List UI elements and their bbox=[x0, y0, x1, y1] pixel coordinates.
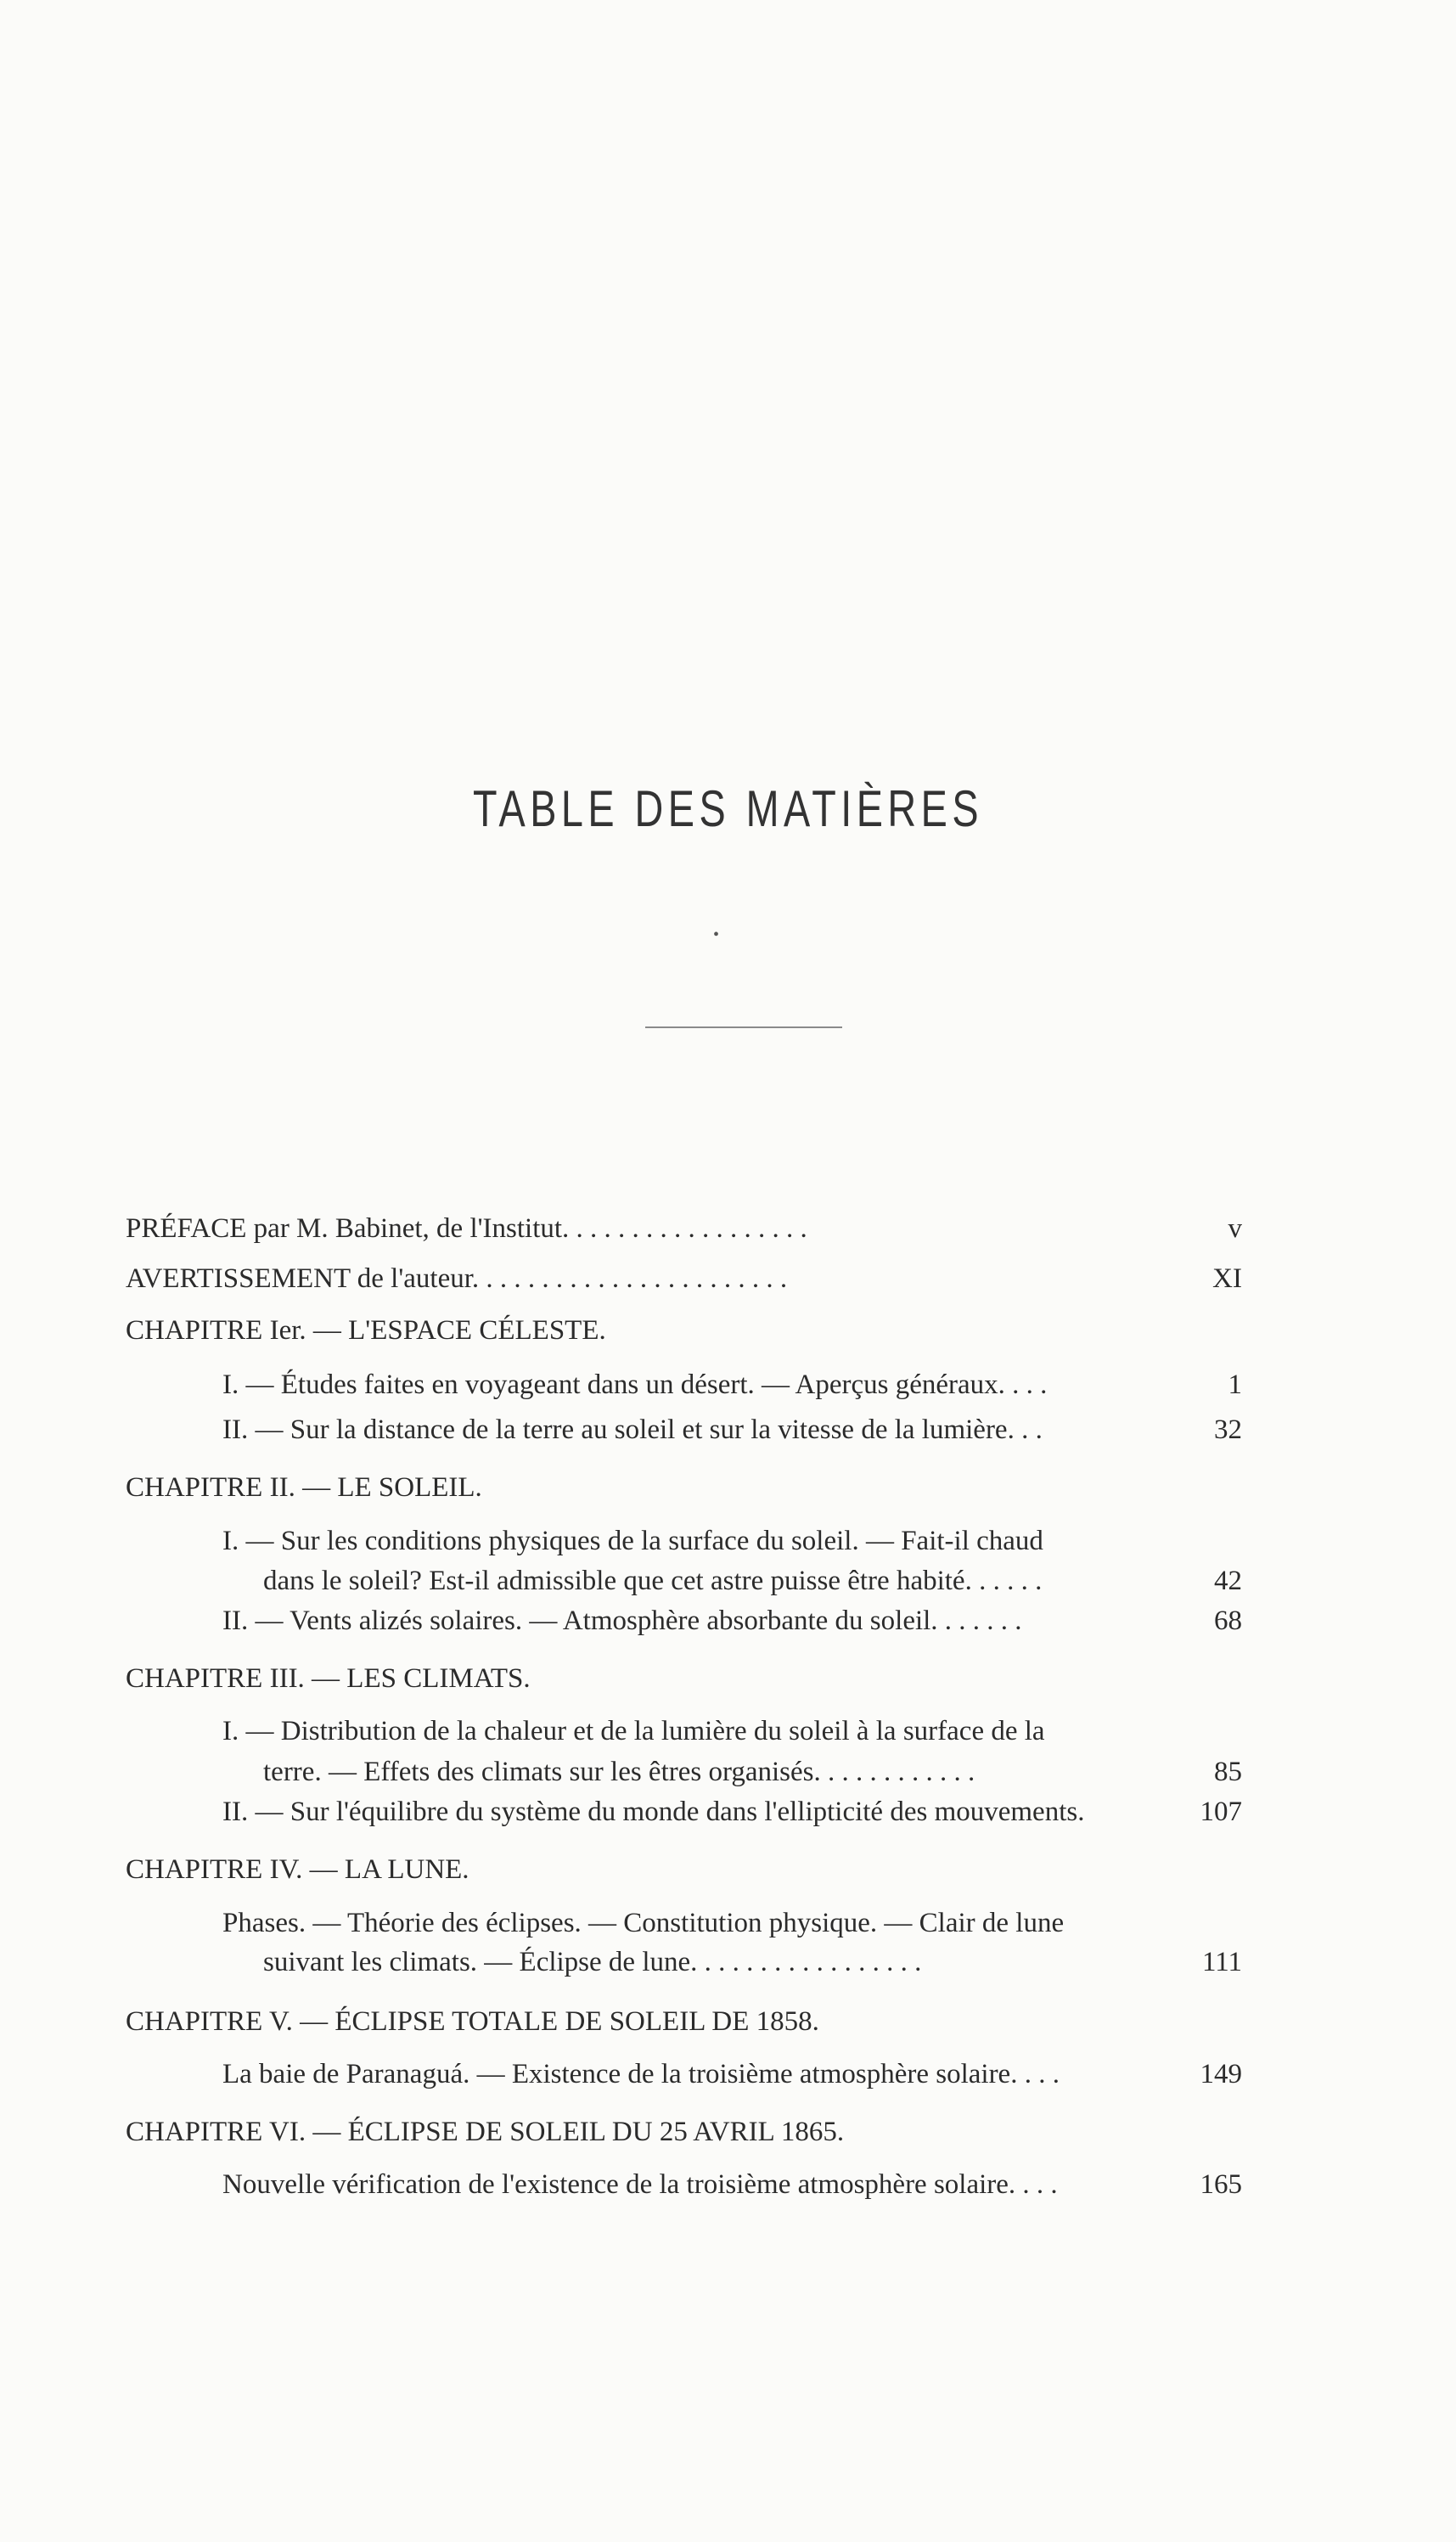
toc-page-number: 107 bbox=[1200, 1797, 1242, 1827]
toc-entry-label: suivant les climats. — Éclipse de lune. . . . . . . . . . . . . . . . . bbox=[263, 1947, 922, 1977]
toc-entry-2-1[interactable] bbox=[0, 1522, 1456, 1560]
toc-entry-label: terre. — Effets des climats sur les êtres organisés. . . . . . . . . . . . bbox=[263, 1757, 975, 1787]
toc-page-number: 42 bbox=[1214, 1566, 1242, 1596]
toc-chapter-heading: CHAPITRE V. — ÉCLIPSE TOTALE DE SOLEIL DE 1858. bbox=[126, 2006, 819, 2037]
toc-entry-label: I. — Distribution de la chaleur et de la lumière du soleil à la surface de la bbox=[222, 1716, 1045, 1746]
toc-chapter-heading: CHAPITRE IV. — LA LUNE. bbox=[126, 1854, 469, 1885]
toc-page-number: 165 bbox=[1200, 2169, 1242, 2200]
toc-page-number: v bbox=[1228, 1213, 1242, 1244]
toc-entry-label: I. — Sur les conditions physiques de la surface du soleil. — Fait-il chaud bbox=[222, 1526, 1043, 1556]
toc-chapter-heading: CHAPITRE III. — LES CLIMATS. bbox=[126, 1663, 531, 1694]
toc-page-number: 68 bbox=[1214, 1606, 1242, 1636]
toc-entry-label: La baie de Paranaguá. — Existence de la troisième atmosphère solaire. . . . bbox=[222, 2059, 1060, 2089]
toc-page-number: 32 bbox=[1214, 1414, 1242, 1445]
toc-page-number: 149 bbox=[1200, 2059, 1242, 2089]
toc-entry-1-2[interactable] bbox=[0, 1411, 1456, 1448]
toc-entry-label: II. — Vents alizés solaires. — Atmosphère absorbante du soleil. . . . . . . bbox=[222, 1606, 1022, 1636]
toc-entry-label: dans le soleil? Est-il admissible que cet astre puisse être habité. . . . . . bbox=[263, 1566, 1043, 1596]
toc-entry-label: Nouvelle vérification de l'existence de la troisième atmosphère solaire. . . . bbox=[222, 2169, 1058, 2200]
toc-chapter-heading: CHAPITRE II. — LE SOLEIL. bbox=[126, 1472, 482, 1503]
toc-page-number: 85 bbox=[1214, 1757, 1242, 1787]
toc-entry-5-1[interactable] bbox=[0, 2056, 1456, 2093]
toc-entry-label: AVERTISSEMENT de l'auteur. . . . . . . . . . . . . . . . . . . . . . . bbox=[126, 1263, 788, 1294]
toc-entry-label: II. — Sur l'équilibre du système du monde dans l'ellipticité des mouvements. bbox=[222, 1797, 1085, 1827]
toc-page-number: XI bbox=[1212, 1263, 1242, 1294]
toc-chapter-2[interactable] bbox=[0, 1469, 1456, 1506]
toc-entry-2-2[interactable] bbox=[0, 1602, 1456, 1639]
toc-page-number: 1 bbox=[1228, 1369, 1242, 1400]
toc-chapter-heading: CHAPITRE VI. — ÉCLIPSE DE SOLEIL DU 25 AVRIL 1865. bbox=[126, 2117, 845, 2147]
toc-entry-3-1[interactable] bbox=[0, 1712, 1456, 1750]
toc-entry-label: Phases. — Théorie des éclipses. — Constitution physique. — Clair de lune bbox=[222, 1908, 1065, 1938]
toc-entry-4-1-cont[interactable] bbox=[0, 1943, 1456, 1981]
ornament-mark: • bbox=[713, 925, 720, 944]
toc-chapter-6[interactable] bbox=[0, 2113, 1456, 2151]
toc-entry-label: PRÉFACE par M. Babinet, de l'Institut. . . . . . . . . . . . . . . . . . bbox=[126, 1213, 807, 1244]
toc-chapter-5[interactable] bbox=[0, 2003, 1456, 2040]
toc-entry-preface[interactable] bbox=[0, 1210, 1456, 1247]
toc-chapter-1[interactable] bbox=[0, 1312, 1456, 1349]
toc-entry-label: I. — Études faites en voyageant dans un désert. — Aperçus généraux. . . . bbox=[222, 1369, 1048, 1400]
toc-entry-3-2[interactable] bbox=[0, 1793, 1456, 1831]
toc-entry-avertissement[interactable] bbox=[0, 1260, 1456, 1297]
toc-entry-2-1-cont[interactable] bbox=[0, 1562, 1456, 1600]
toc-entry-4-1[interactable] bbox=[0, 1904, 1456, 1942]
toc-chapter-3[interactable] bbox=[0, 1660, 1456, 1697]
page-title: TABLE DES MATIÈRES bbox=[472, 780, 984, 837]
toc-chapter-heading: CHAPITRE Ier. — L'ESPACE CÉLESTE. bbox=[126, 1315, 606, 1346]
toc-page-number: 111 bbox=[1201, 1947, 1242, 1977]
toc-entry-3-1-cont[interactable] bbox=[0, 1753, 1456, 1791]
toc-entry-1-1[interactable] bbox=[0, 1366, 1456, 1403]
toc-chapter-4[interactable] bbox=[0, 1851, 1456, 1888]
toc-entry-label: II. — Sur la distance de la terre au soleil et sur la vitesse de la lumière. . . bbox=[222, 1414, 1043, 1445]
toc-entry-6-1[interactable] bbox=[0, 2166, 1456, 2203]
title-rule bbox=[645, 1026, 842, 1028]
